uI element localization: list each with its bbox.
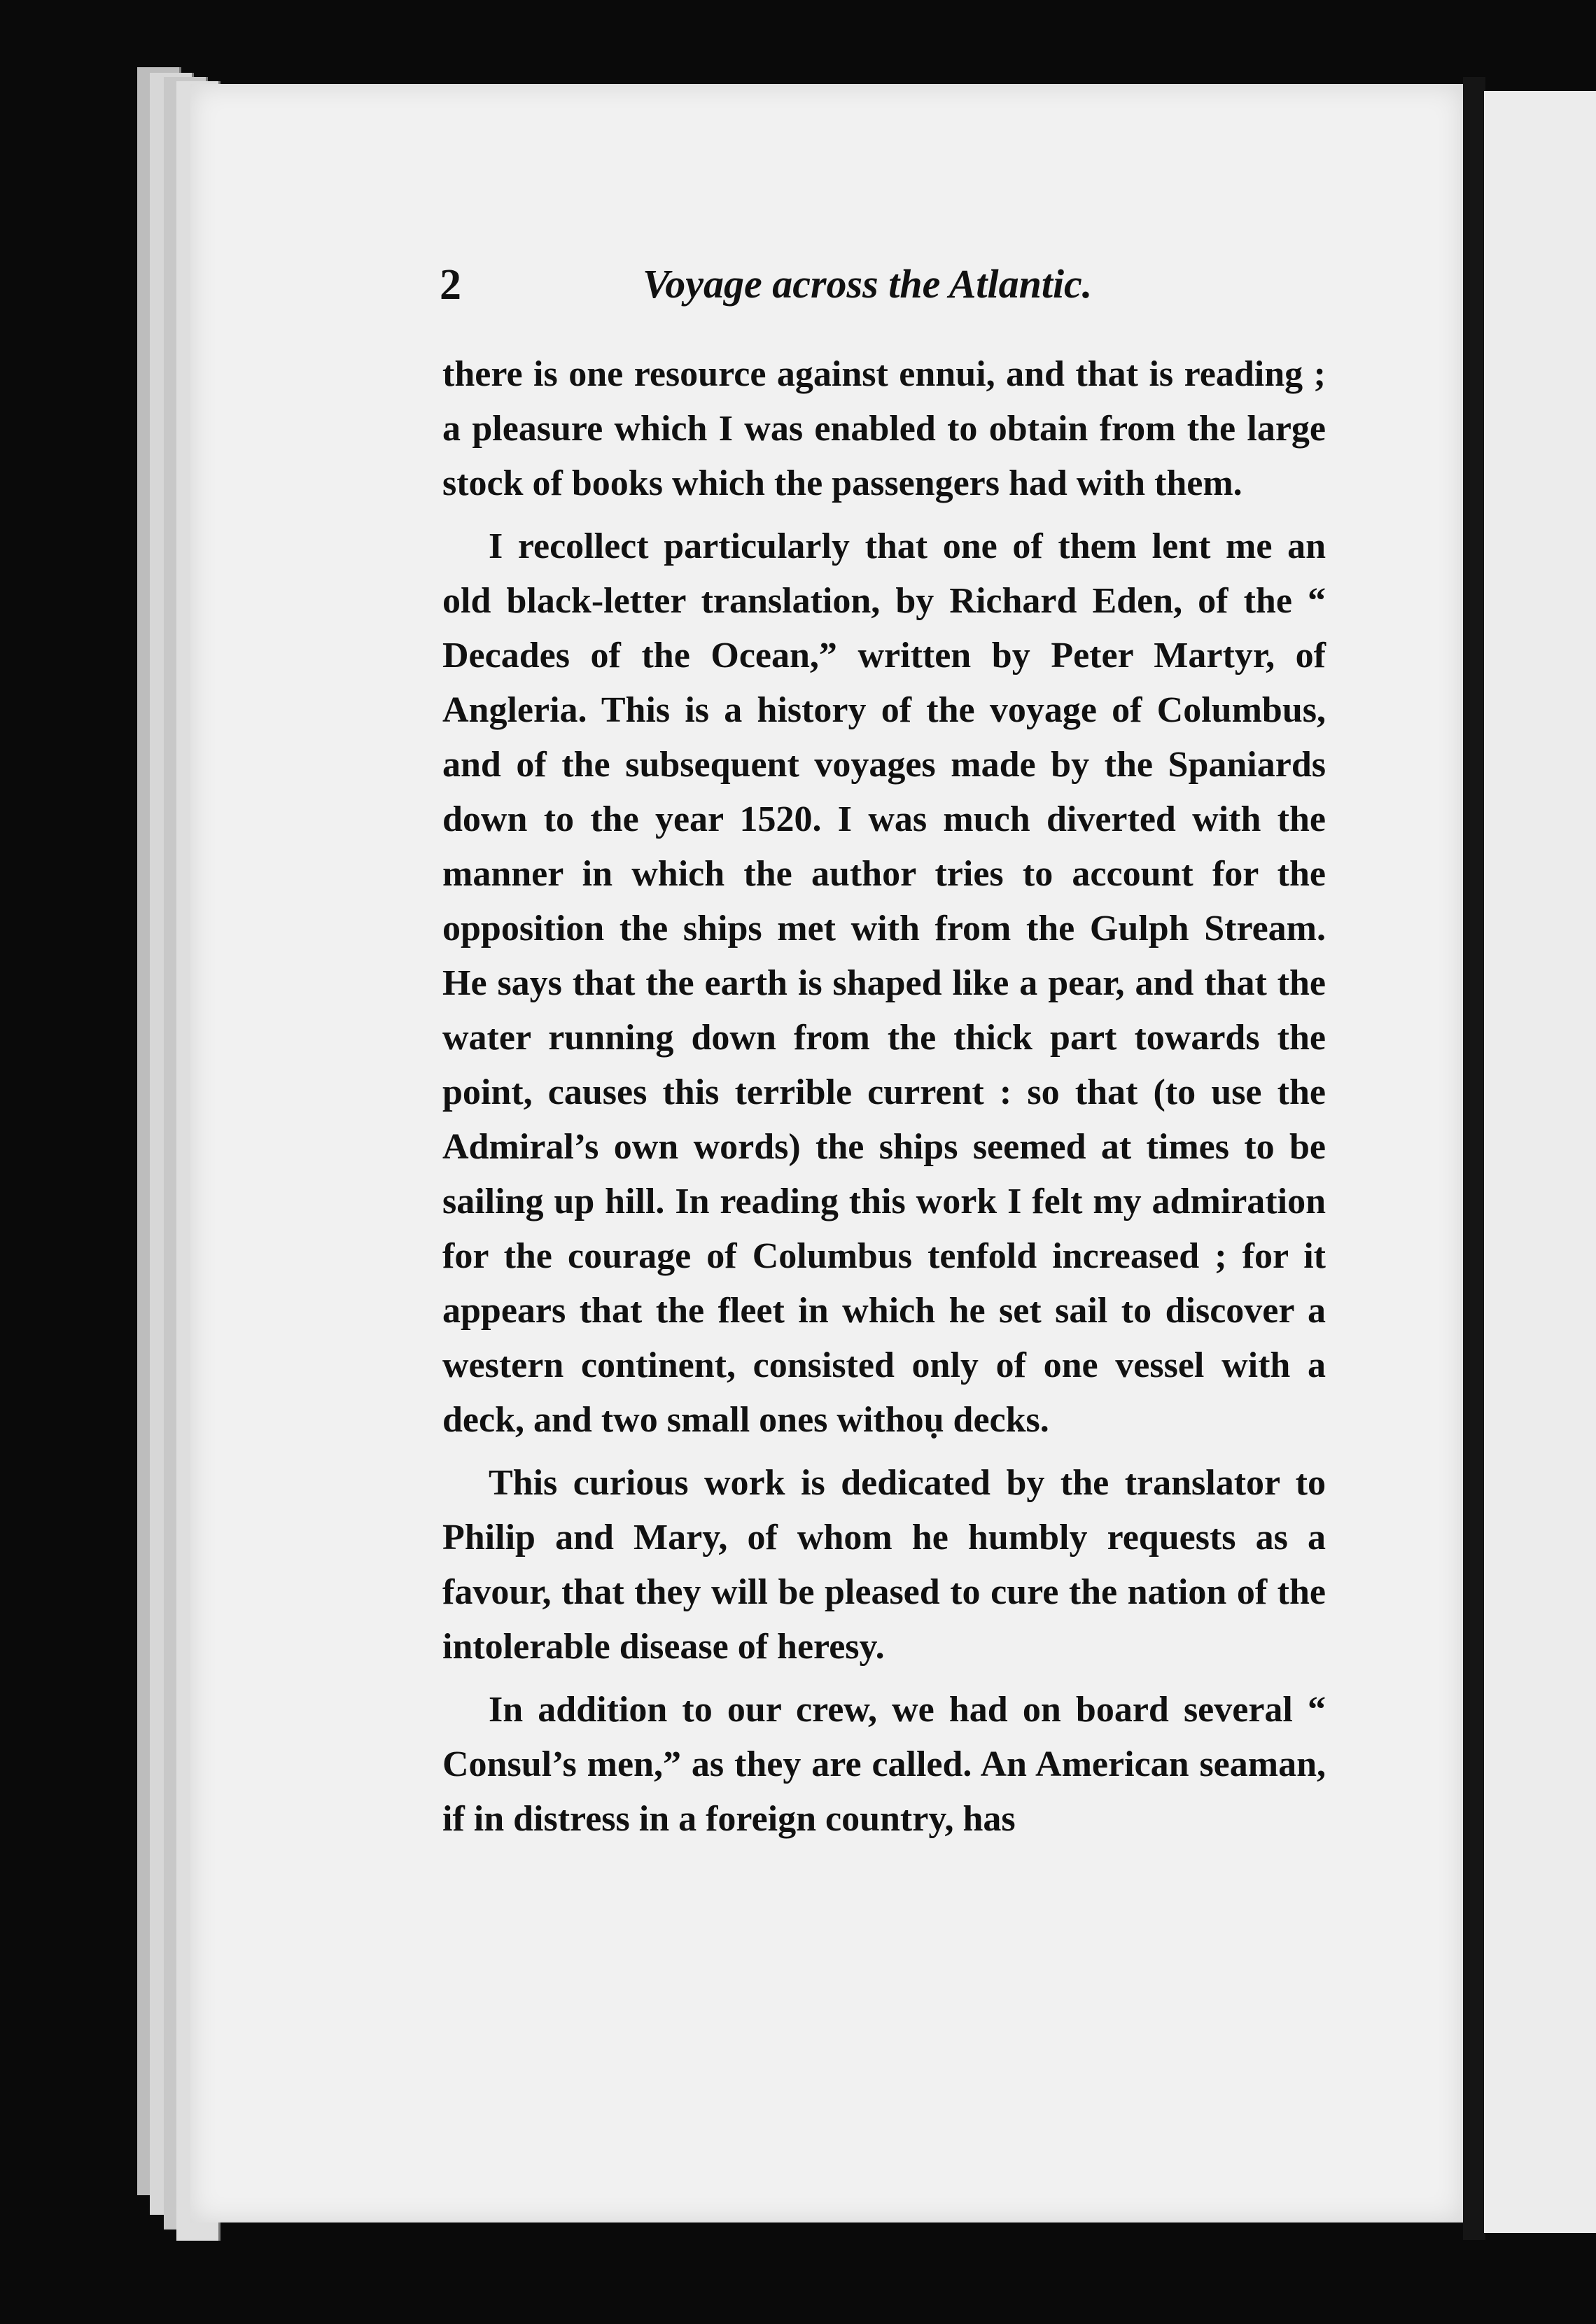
paragraph: This curious work is dedicated by the translator to Philip and Mary, of whom he humbly requests as a favour, that they will be pleased to cure the nation of the intolerable disease of heresy. [442, 1463, 1326, 1667]
paragraph: there is one resource against ennui, and that is reading ; a pleasure which I was enabled to obtain from the large stock of books which the passengers had with them. [442, 354, 1326, 503]
book-gutter [1463, 77, 1485, 2240]
body-text [442, 347, 1326, 1855]
paragraph: I recollect particularly that one of them lent me an old black-letter translation, by Richard Eden, of the “ Decades of the Ocean,” written by Peter Martyr, of Angleria. This is a history of the voyage of Columbus, and of the subsequent voyages made by the Spaniards down to the year 1520. I was much diverted with the manner in which the author tries to account for the opposition the ships met with from the Gulph Stream. He says that the earth is shaped like a pear, and that the water running down from the thick part towards the point, causes this terrible current : so that (to use the Admiral’s own words) the ships seemed at times to be sailing up hill. In reading this work I felt my admiration for the courage of Columbus tenfold increased ; for it appears that the fleet in which he set sail to discover a western continent, consisted only of one vessel with a deck, and two small ones withoụ decks. [442, 526, 1326, 1440]
facing-page-edge [1484, 91, 1596, 2233]
running-head [440, 260, 1329, 323]
paragraph: In addition to our crew, we had on board several “ Consul’s men,” as they are called. An American seaman, if in distress in a foreign country, has [442, 1690, 1326, 1839]
running-title: Voyage across the Atlantic. [643, 261, 1093, 307]
page-number: 2 [440, 261, 461, 309]
